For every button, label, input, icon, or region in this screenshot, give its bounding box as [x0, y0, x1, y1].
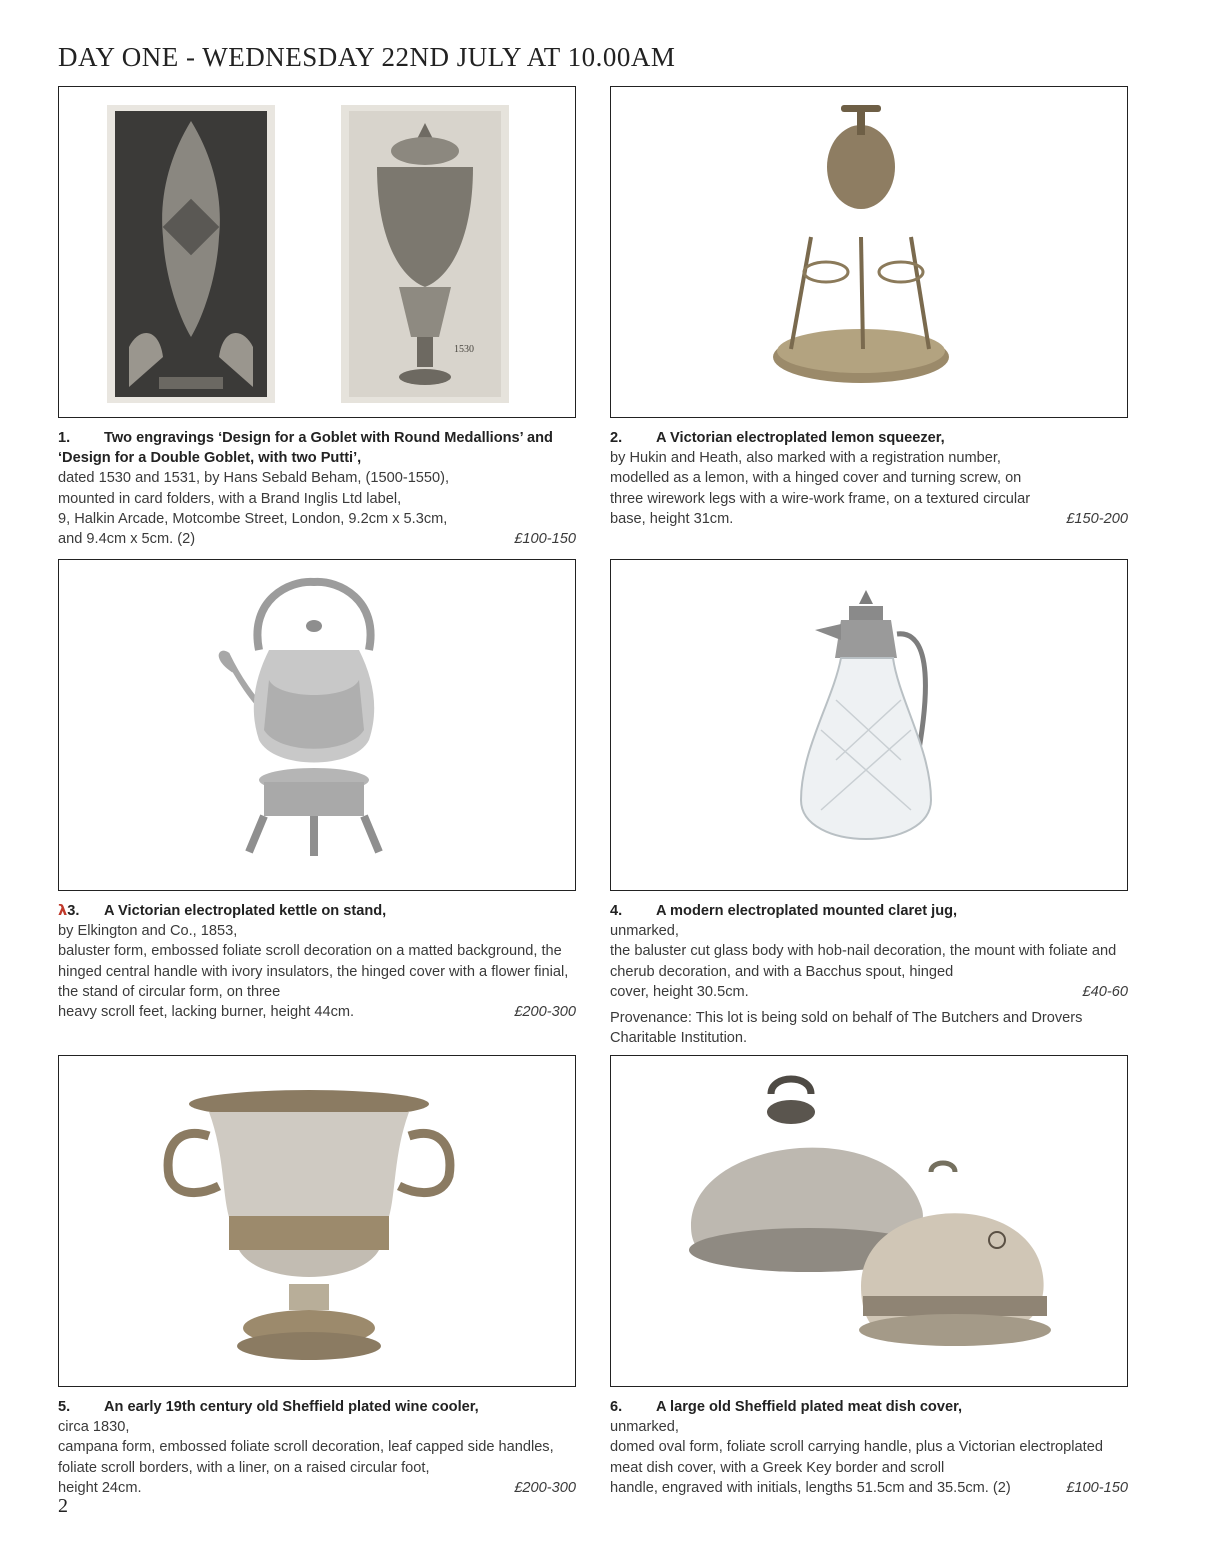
- lot-line: modelled as a lemon, with a hinged cover and turning screw, on: [610, 470, 1022, 487]
- lot-line: handle, engraved with initials, lengths 51.5cm and 35.5cm. (2): [610, 1479, 1011, 1496]
- lot-3: [58, 559, 576, 1022]
- lot-4-description: [610, 901, 1128, 1048]
- lot-line: three wirework legs with a wire-work frame, on a textured circular: [610, 490, 1031, 507]
- lot-line: circa 1830,: [58, 1419, 130, 1436]
- lot-title: A Victorian electroplated kettle on stand,: [104, 903, 387, 919]
- lot-3-description: [58, 901, 576, 1022]
- lot-6: [610, 1055, 1128, 1498]
- lot-number: 3.: [67, 903, 80, 919]
- lot-2-description: [610, 428, 1128, 529]
- lot-5-description: [58, 1397, 576, 1498]
- lot-line: height 24cm.: [58, 1479, 142, 1496]
- lot-title: An early 19th century old Sheffield plated wine cooler,: [104, 1399, 479, 1415]
- lot-estimate: £200-300: [514, 1004, 576, 1021]
- lot-provenance: Provenance: This lot is being sold on behalf of The Butchers and Drovers Charitable Institution.: [610, 1010, 1083, 1047]
- lot-estimate: £100-150: [1066, 1479, 1128, 1496]
- lot-2: [610, 86, 1128, 529]
- lot-1-description: [58, 428, 576, 549]
- lot-4-image: [610, 559, 1128, 891]
- lot-1-image: [58, 86, 576, 418]
- lot-line: by Hukin and Heath, also marked with a registration number,: [610, 450, 1001, 467]
- lot-5: [58, 1055, 576, 1498]
- lot-number: 1.: [58, 430, 71, 446]
- lot-line: and 9.4cm x 5cm. (2): [58, 531, 196, 548]
- inscription-text: 1530: [454, 344, 474, 355]
- page-title: DAY ONE - WEDNESDAY 22ND JULY AT 10.00AM: [58, 42, 676, 72]
- lot-line: baluster form, embossed foliate scroll decoration on a matted background, the hinged central handle with ivory insulators, the hinged cover with a flower finial, the stand of circular form, on three: [58, 943, 569, 1000]
- lot-line: base, height 31cm.: [610, 510, 734, 527]
- lot-2-image: [610, 86, 1128, 418]
- lot-3-image: [58, 559, 576, 891]
- lot-line: cover, height 30.5cm.: [610, 983, 749, 1000]
- page-number: 2: [58, 1495, 68, 1517]
- lot-5-image: [58, 1055, 576, 1387]
- lot-line: mounted in card folders, with a Brand Inglis Ltd label,: [58, 490, 402, 507]
- lot-title: Two engravings ‘Design for a Goblet with Round Medallions’ and ‘Design for a Double Goblet, with two Putti’,: [58, 430, 553, 467]
- lot-estimate: £40-60: [1082, 983, 1128, 1000]
- lambda-marker: λ: [58, 902, 68, 919]
- lot-number: 6.: [610, 1399, 623, 1415]
- lot-title: A modern electroplated mounted claret jug,: [656, 903, 958, 919]
- lot-line: unmarked,: [610, 923, 679, 940]
- lot-number: 4.: [610, 903, 623, 919]
- lot-estimate: £200-300: [514, 1479, 576, 1496]
- lot-number: 5.: [58, 1399, 71, 1415]
- lot-title: A Victorian electroplated lemon squeezer,: [656, 430, 945, 446]
- lot-estimate: £100-150: [514, 531, 576, 548]
- lot-line: 9, Halkin Arcade, Motcombe Street, London, 9.2cm x 5.3cm,: [58, 510, 448, 527]
- lot-6-image: [610, 1055, 1128, 1387]
- lot-line: domed oval form, foliate scroll carrying handle, plus a Victorian electroplated meat dish cover, with a Greek Key border and scroll: [610, 1439, 1103, 1476]
- lot-line: campana form, embossed foliate scroll decoration, leaf capped side handles, foliate scroll borders, with a liner, on a raised circular foot,: [58, 1439, 554, 1476]
- lot-line: dated 1530 and 1531, by Hans Sebald Beham, (1500-1550),: [58, 470, 450, 487]
- lot-line: unmarked,: [610, 1419, 679, 1436]
- lot-line: by Elkington and Co., 1853,: [58, 923, 238, 940]
- lot-number: 2.: [610, 430, 623, 446]
- lot-4: [610, 559, 1128, 1048]
- lot-6-description: [610, 1397, 1128, 1498]
- lot-1: [58, 86, 576, 549]
- lot-estimate: £150-200: [1066, 510, 1128, 527]
- lot-line: heavy scroll feet, lacking burner, height 44cm.: [58, 1004, 355, 1021]
- lot-line: the baluster cut glass body with hob-nail decoration, the mount with foliate and cherub decoration, and with a Bacchus spout, hinged: [610, 943, 1117, 980]
- lot-title: A large old Sheffield plated meat dish cover,: [656, 1399, 963, 1415]
